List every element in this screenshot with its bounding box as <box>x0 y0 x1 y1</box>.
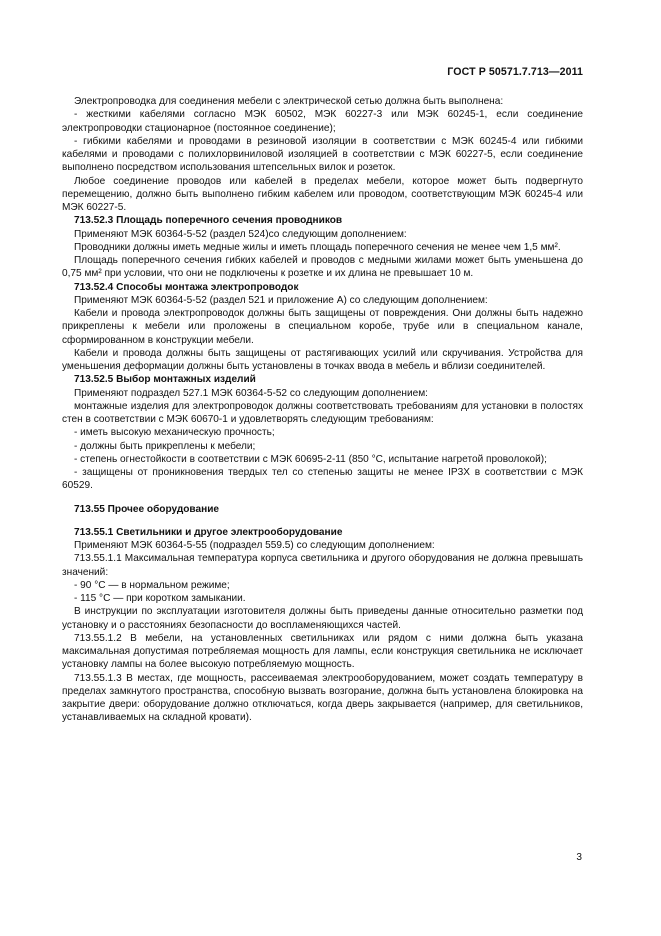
paragraph: - защищены от проникновения твердых тел со степенью защиты не менее IP3X в соответствии с МЭК 60529. <box>62 467 583 492</box>
section-heading: 713.52.3 Площадь поперечного сечения проводников <box>74 215 343 227</box>
paragraph: 713.55.1.2 В мебели, на установленных светильниках или рядом с ними должна быть указана максимальная допустимая потребляемая мощность для лампы, если конструкция светильника не исключает установку лампы на более высокую потребляемую мощность. <box>62 632 583 671</box>
paragraph: - 90 °С — в нормальном режиме; <box>74 579 230 591</box>
document-body <box>62 95 583 725</box>
paragraph: Площадь поперечного сечения гибких кабелей и проводов с медными жилами может быть уменьшена до 0,75 мм² при условии, что они не подключены к розетке и их длина не превышает 10 м. <box>62 255 583 280</box>
paragraph: - 115 °С — при коротком замыкании. <box>74 593 246 604</box>
paragraph: 713.55.1.1 Максимальная температура корпуса светильника и другого оборудования не должна превышать значений: <box>62 553 583 578</box>
paragraph: - иметь высокую механическую прочность; <box>74 427 275 439</box>
paragraph: Электропроводка для соединения мебели с электрической сетью должна быть выполнена: <box>74 96 504 107</box>
paragraph: Применяют подраздел 527.1 МЭК 60364-5-52 со следующим дополнением: <box>74 387 428 399</box>
paragraph: Применяют МЭК 60364-5-55 (подраздел 559.5) со следующим дополнением: <box>74 540 435 551</box>
section-heading: 713.55 Прочее оборудование <box>74 503 220 515</box>
section-heading: 713.52.5 Выбор монтажных изделий <box>74 374 256 386</box>
paragraph: - жесткими кабелями согласно МЭК 60502, МЭК 60227-3 или МЭК 60245-1, если соединение электропроводки стационарное (постоянное соединение); <box>62 109 583 134</box>
section-heading: 713.55.1 Светильники и другое электрооборудование <box>74 526 343 538</box>
paragraph: Проводники должны иметь медные жилы и иметь площадь поперечного сечения не менее чем 1,5 мм². <box>74 241 561 253</box>
paragraph: В инструкции по эксплуатации изготовителя должны быть приведены данные относительно разметки под установку и о расстояниях безопасности до воспламеняющихся частей. <box>62 606 583 631</box>
paragraph: 713.55.1.3 В местах, где мощность, рассеиваемая электрооборудованием, может создать температуру в пределах замкнутого пространства, способную вызвать возгорание, должна быть установлена блокировка на закрытие двери: оборудование должно отключаться, когда дверь закрывается (например, для светильников, устанавливаемых на складной кровати). <box>62 672 583 724</box>
paragraph: - должны быть прикреплены к мебели; <box>74 440 256 452</box>
paragraph: Кабели и провода электропроводок должны быть защищены от повреждения. Они должны быть надежно прикреплены к мебели или проложены в специальном коробе, трубе или в специальном канале, сформированном в конструкции мебели. <box>62 308 583 346</box>
paragraph: - гибкими кабелями и проводами в резиновой изоляции в соответствии с МЭК 60245-4 или гибкими кабелями и проводами с полихлорвиниловой изоляцией в соответствии с МЭК 60227-5, если соединение выполнено посредством использования штепсельных вилок и розеток. <box>62 135 583 174</box>
paragraph: Кабели и провода должны быть защищены от растягивающих усилий или скручивания. Устройства для уменьшения деформации должны быть установлены в точках ввода в мебель и вблизи соединителей. <box>62 347 583 372</box>
paragraph: Любое соединение проводов или кабелей в пределах мебели, которое может быть подвергнуто перемещению, должно быть выполнено гибким кабелем или проводом, соответствующим МЭК 60245-4 или МЭК 60227-5. <box>62 175 583 213</box>
section-heading: 713.52.4 Способы монтажа электропроводок <box>74 281 299 293</box>
paragraph: монтажные изделия для электропроводок должны соответствовать требованиям для установки в полостях стен в соответствии с МЭК 60670-1 и удовлетворять следующим требованиям: <box>62 400 583 425</box>
paragraph: Применяют МЭК 60364-5-52 (раздел 521 и приложение А) со следующим дополнением: <box>74 294 488 306</box>
document-header: ГОСТ Р 50571.7.713—2011 <box>447 66 583 78</box>
paragraph: Применяют МЭК 60364-5-52 (раздел 524)со следующим дополнением: <box>74 228 407 240</box>
page-number: 3 <box>576 852 582 863</box>
paragraph: - степень огнестойкости в соответствии с МЭК 60695-2-11 (850 °С, испытание нагретой проволокой); <box>74 453 547 465</box>
